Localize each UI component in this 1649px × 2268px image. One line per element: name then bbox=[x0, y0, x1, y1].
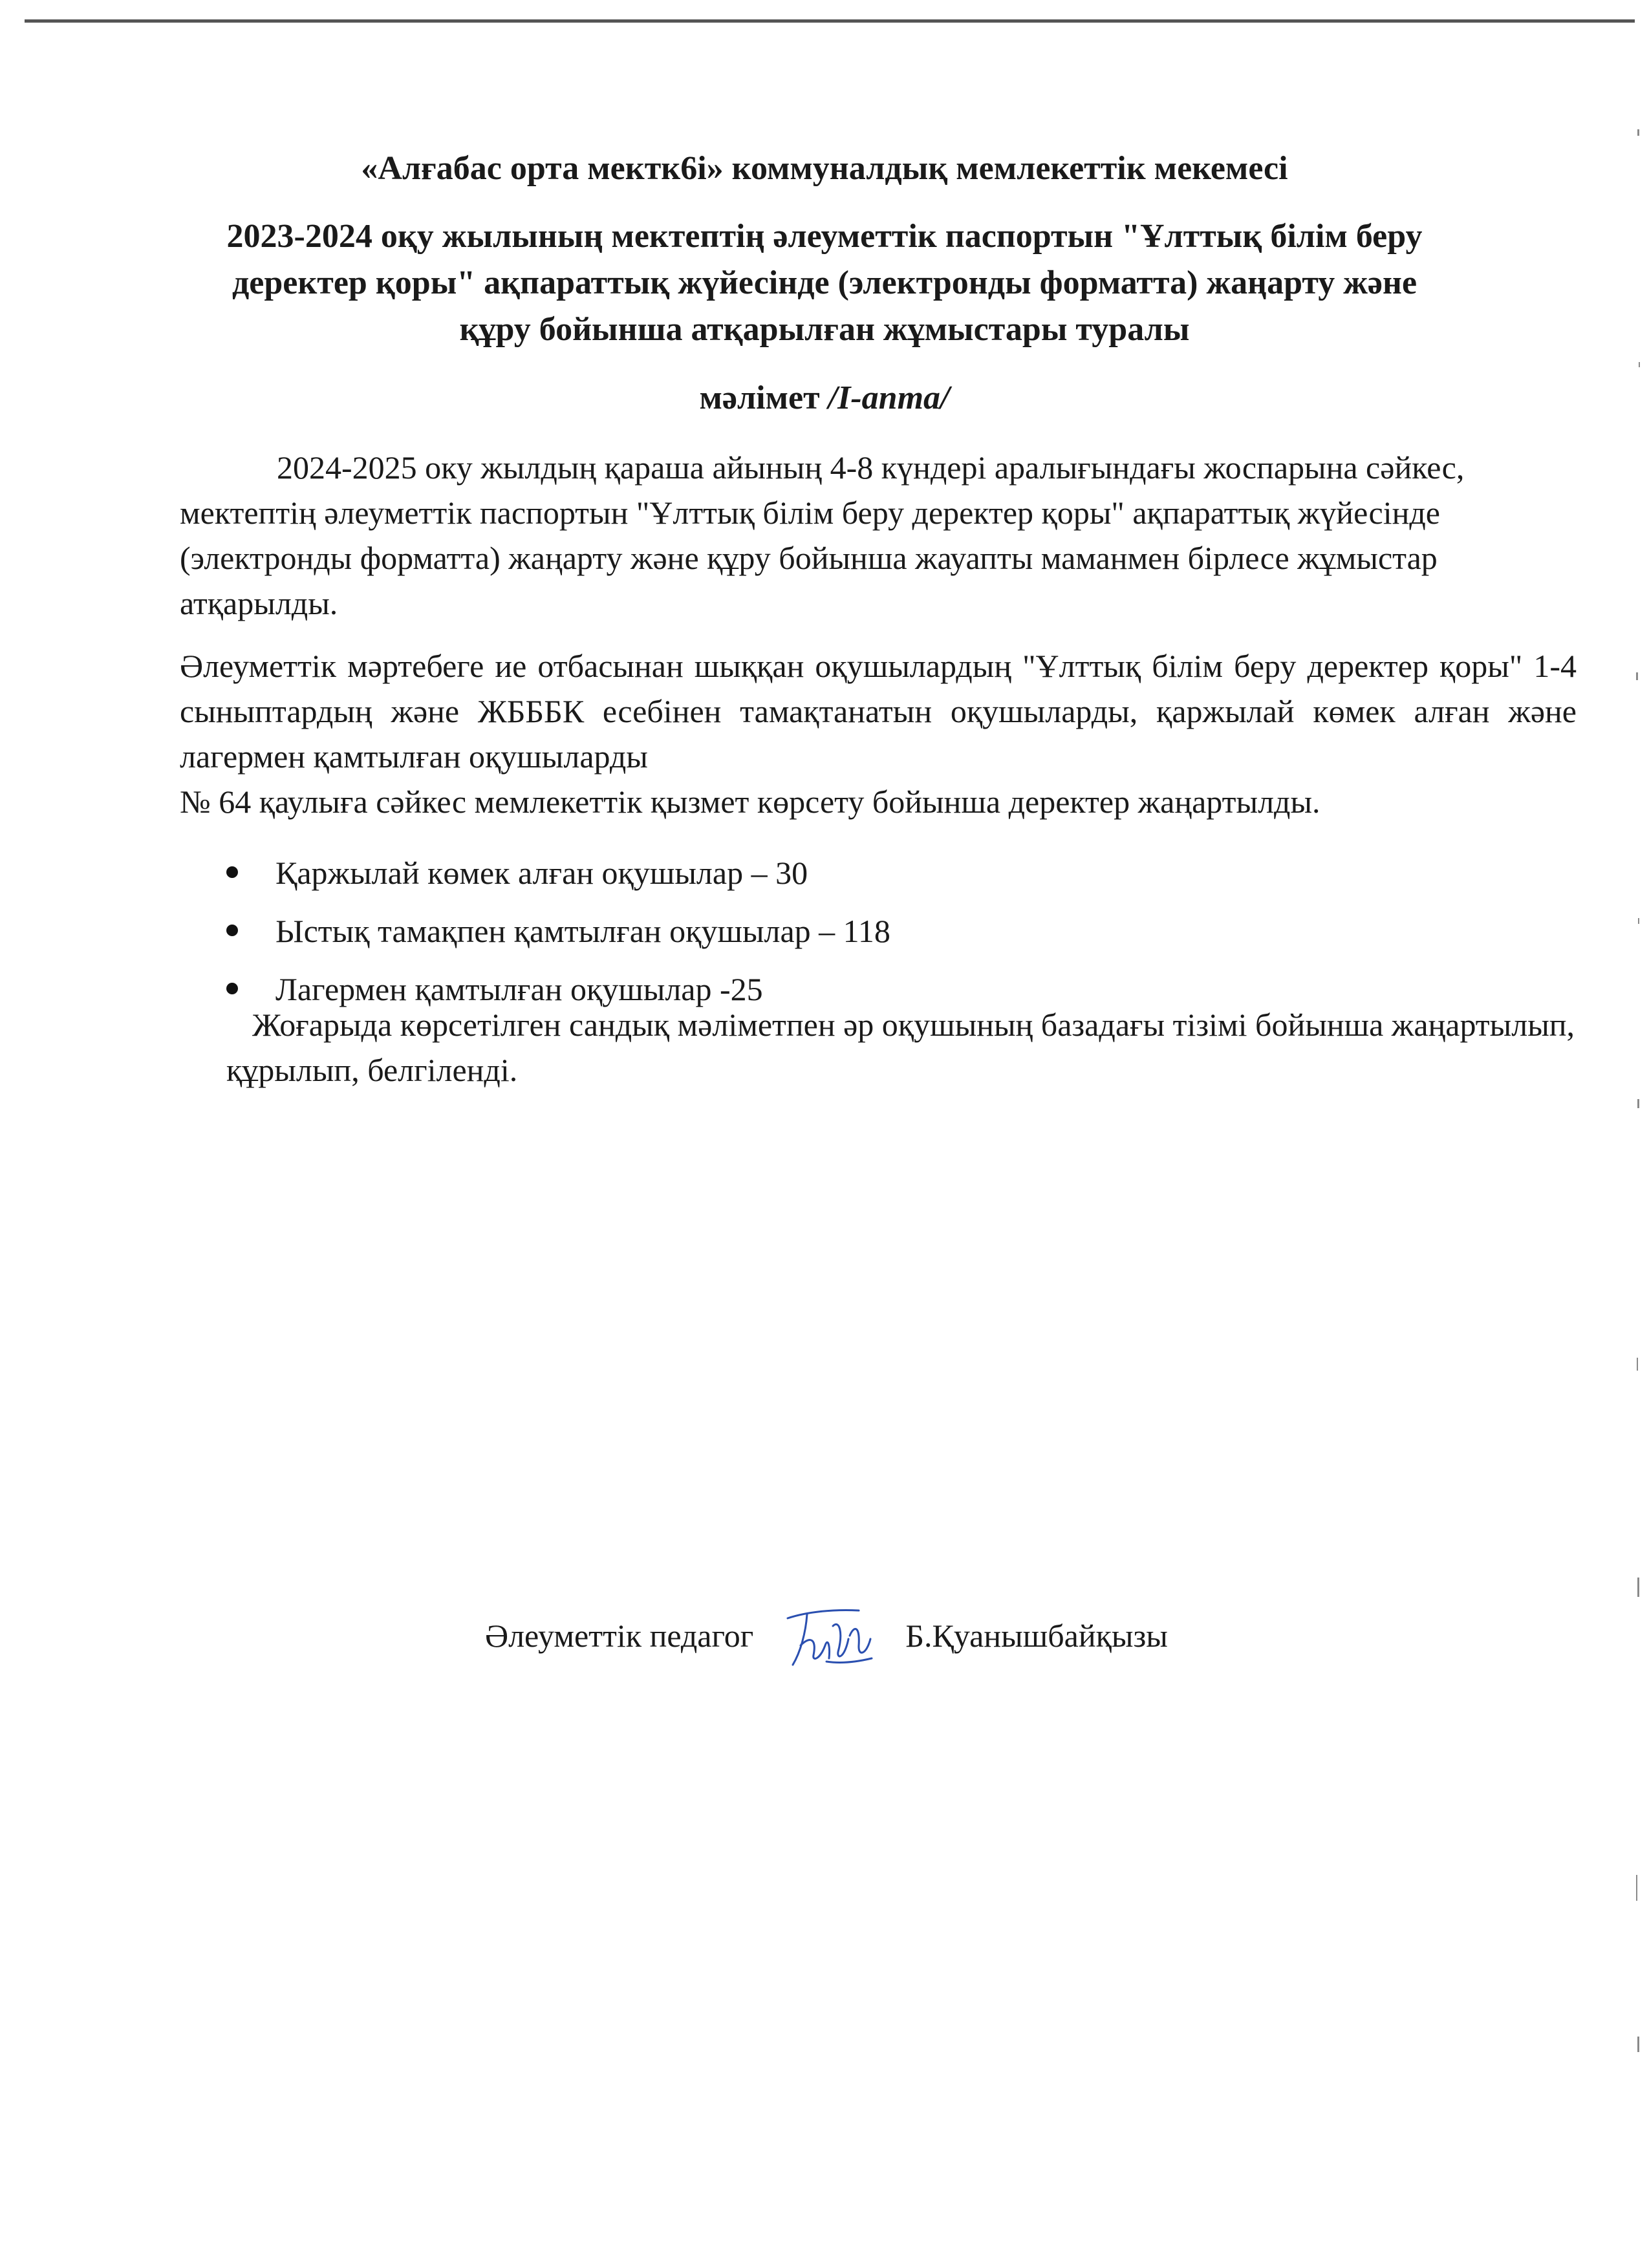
list-item bbox=[226, 902, 890, 960]
details-paragraph-main: Әлеуметтік мәртебеге ие отбасынан шыққан оқушылардың "Ұлттық білім беру деректер қоры" 1-4 сыныптардың және ЖБББК есебінен тамақтанатын оқушыларды, қаржылай көмек алған және лагермен қамтылған оқушыларды bbox=[180, 648, 1577, 775]
intro-paragraph: 2024-2025 оку жылдың қараша айының 4-8 күндері аралығындағы жоспарына сәйкес, мектептің әлеуметтік паспортын "Ұлттық білім беру деректер қоры" ақпараттық жүйесінде (электронды форматта) жаңарту және құру бойынша жауапты маманмен бірлесе жұмыстар атқарылды. bbox=[180, 449, 1465, 621]
conclusion-paragraph: Жоғарыда көрсетілген сандық мәліметпен әр оқушының базадағы тізімі бойынша жаңартылып, құрылып, белгіленді. bbox=[226, 1007, 1575, 1088]
report-subtitle bbox=[0, 375, 1649, 422]
bullet-icon bbox=[226, 866, 238, 878]
bullet-icon bbox=[226, 925, 238, 936]
list-item bbox=[226, 844, 890, 902]
organization-heading: «Алғабас орта мектк6і» коммуналдық мемлекеттік мекемесі bbox=[361, 150, 1288, 187]
statistics-list bbox=[226, 844, 890, 1018]
list-item-text: Қаржылай көмек алған оқушылар – 30 bbox=[275, 855, 808, 891]
signer-position: Әлеуметтік педагог bbox=[485, 1618, 754, 1654]
report-title: 2023-2024 оқу жылының мектептің әлеуметтік паспортын "Ұлттық білім беру деректер қоры" ақпараттық жүйесінде (электронды форматта) жаңарту және құру бойынша атқарылған жұмыстары туралы bbox=[226, 218, 1423, 348]
details-paragraph-last-line: № 64 қаулыға сәйкес мемлекеттік қызмет көрсету бойынша деректер жаңартылды. bbox=[180, 784, 1320, 820]
list-item-text: Лагермен қамтылған оқушылар -25 bbox=[275, 971, 763, 1007]
signature-block bbox=[485, 1600, 1168, 1671]
week-label: /I-апта/ bbox=[828, 380, 950, 416]
bullet-icon bbox=[226, 983, 238, 994]
scan-edge-noise bbox=[1630, 0, 1649, 2268]
malimet-word: мәлімет bbox=[699, 380, 820, 416]
scan-top-border bbox=[25, 19, 1635, 23]
details-paragraph bbox=[180, 643, 1577, 824]
handwritten-signature bbox=[781, 1600, 878, 1671]
list-item-text: Ыстық тамақпен қамтылған оқушылар – 118 bbox=[275, 913, 890, 949]
signer-name: Б.Қуанышбайқызы bbox=[905, 1618, 1168, 1654]
